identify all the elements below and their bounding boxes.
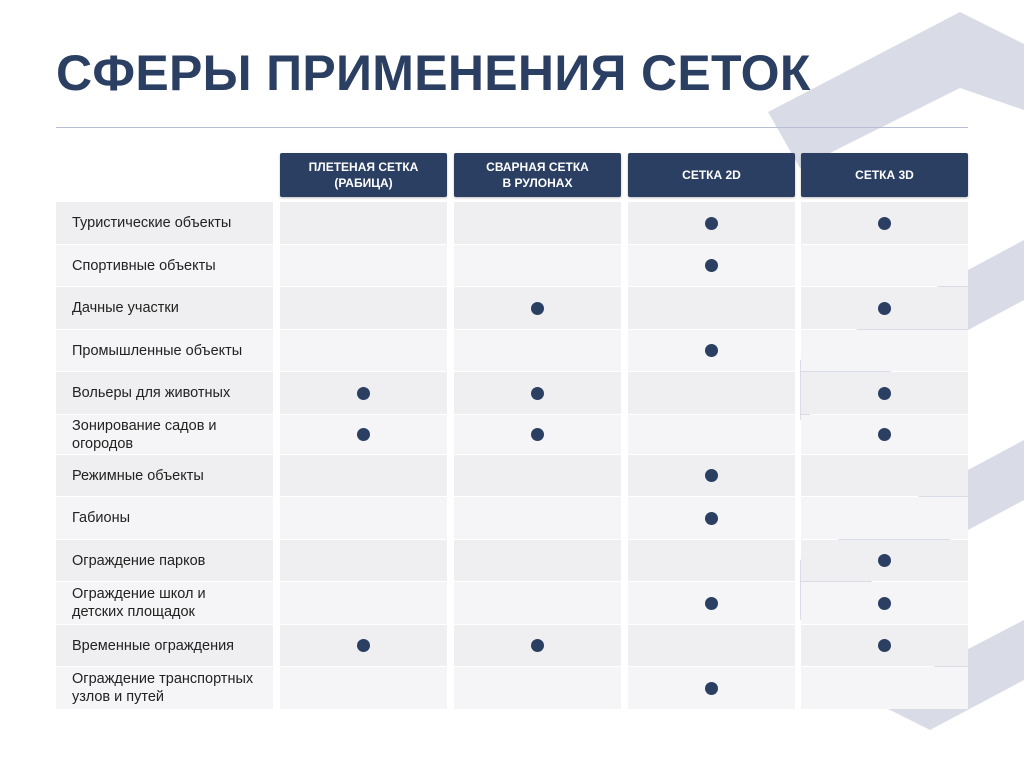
table-cell — [280, 582, 447, 624]
table-cell — [628, 497, 795, 539]
row-label — [56, 245, 273, 286]
table-cell — [280, 415, 447, 454]
row-label — [56, 625, 273, 666]
application-table — [56, 153, 968, 705]
applicable-marker-icon — [878, 597, 891, 610]
table-cell — [628, 625, 795, 666]
row-label — [56, 582, 273, 624]
row-label-text: Вольеры для животных — [72, 385, 231, 401]
table-cell — [801, 540, 968, 581]
row-label — [56, 287, 273, 329]
applicable-marker-icon — [531, 387, 544, 400]
row-label-text: Ограждение транспортных узлов и путей — [72, 671, 254, 705]
row-label-text: Ограждение парков — [72, 552, 206, 569]
table-cell — [628, 202, 795, 244]
table-cell — [454, 287, 621, 329]
applicable-marker-icon — [705, 597, 718, 610]
applicable-marker-icon — [705, 217, 718, 230]
table-cell — [801, 455, 968, 496]
table-cell — [801, 667, 968, 709]
row-label-text: Спортивные объекты — [72, 257, 216, 274]
table-cell — [801, 202, 968, 244]
table-cell — [454, 330, 621, 371]
column-header-welded-mesh: СВАРНАЯ СЕТКА В РУЛОНАХ — [454, 153, 621, 197]
table-cell — [628, 667, 795, 709]
title-divider — [56, 127, 968, 128]
table-cell — [280, 245, 447, 286]
table-cell — [801, 415, 968, 454]
row-label-text: Режимные объекты — [72, 467, 204, 484]
applicable-marker-icon — [878, 554, 891, 567]
table-row — [56, 245, 968, 286]
table-cell — [280, 330, 447, 371]
table-cell — [628, 287, 795, 329]
applicable-marker-icon — [531, 302, 544, 315]
row-label-text: Временные ограждения — [72, 637, 235, 654]
table-cell — [801, 287, 968, 329]
table-row — [56, 287, 968, 329]
table-row — [56, 202, 968, 244]
table-row — [56, 415, 968, 454]
table-cell — [628, 330, 795, 371]
row-label — [56, 202, 273, 244]
table-row — [56, 540, 968, 581]
applicable-marker-icon — [705, 512, 718, 525]
table-cell — [628, 582, 795, 624]
table-row — [56, 330, 968, 371]
table-cell — [454, 415, 621, 454]
table-row — [56, 455, 968, 496]
applicable-marker-icon — [705, 344, 718, 357]
column-header-mesh-3d: СЕТКА 3D — [801, 153, 968, 197]
row-label — [56, 540, 273, 581]
table-cell — [628, 372, 795, 414]
table-cell — [280, 625, 447, 666]
row-label-text: Туристические объекты — [72, 215, 232, 231]
row-label — [56, 497, 273, 539]
table-cell — [280, 540, 447, 581]
row-label-text: Ограждение школ и детских площадок — [72, 586, 206, 620]
applicable-marker-icon — [878, 639, 891, 652]
table-cell — [280, 287, 447, 329]
column-header-mesh-2d: СЕТКА 2D — [628, 153, 795, 197]
table-row — [56, 625, 968, 666]
table-cell — [801, 330, 968, 371]
table-cell — [280, 497, 447, 539]
row-label — [56, 455, 273, 496]
table-cell — [454, 497, 621, 539]
table-cell — [454, 667, 621, 709]
table-cell — [628, 245, 795, 286]
table-cell — [280, 455, 447, 496]
table-row — [56, 667, 968, 709]
applicable-marker-icon — [878, 217, 891, 230]
table-cell — [628, 455, 795, 496]
table-cell — [280, 667, 447, 709]
table-cell — [454, 582, 621, 624]
column-header-woven-mesh: ПЛЕТЕНАЯ СЕТКА (РАБИЦА) — [280, 153, 447, 197]
table-cell — [801, 245, 968, 286]
table-cell — [801, 625, 968, 666]
page-title: СФЕРЫ ПРИМЕНЕНИЯ СЕТОК — [56, 45, 811, 101]
table-row — [56, 372, 968, 414]
applicable-marker-icon — [357, 387, 370, 400]
table-cell — [801, 582, 968, 624]
table-header — [56, 153, 968, 197]
table-cell — [454, 372, 621, 414]
table-cell — [280, 372, 447, 414]
table-cell — [454, 245, 621, 286]
table-cell — [801, 372, 968, 414]
table-cell — [628, 415, 795, 454]
table-cell — [628, 540, 795, 581]
row-label — [56, 372, 273, 414]
applicable-marker-icon — [878, 302, 891, 315]
table-cell — [454, 540, 621, 581]
row-label — [56, 667, 273, 709]
row-label — [56, 330, 273, 371]
table-row — [56, 497, 968, 539]
applicable-marker-icon — [531, 639, 544, 652]
table-cell — [454, 202, 621, 244]
row-label — [56, 415, 273, 454]
row-label-text: Габионы — [72, 510, 130, 526]
applicable-marker-icon — [705, 469, 718, 482]
applicable-marker-icon — [357, 428, 370, 441]
row-label-text: Дачные участки — [72, 300, 179, 316]
table-row — [56, 582, 968, 624]
table-cell — [454, 625, 621, 666]
row-label-text: Промышленные объекты — [72, 342, 243, 359]
table-cell — [280, 202, 447, 244]
table-cell — [801, 497, 968, 539]
applicable-marker-icon — [531, 428, 544, 441]
applicable-marker-icon — [705, 682, 718, 695]
table-cell — [454, 455, 621, 496]
row-label-text: Зонирование садов и огородов — [72, 417, 217, 452]
applicable-marker-icon — [878, 387, 891, 400]
applicable-marker-icon — [878, 428, 891, 441]
applicable-marker-icon — [357, 639, 370, 652]
applicable-marker-icon — [705, 259, 718, 272]
